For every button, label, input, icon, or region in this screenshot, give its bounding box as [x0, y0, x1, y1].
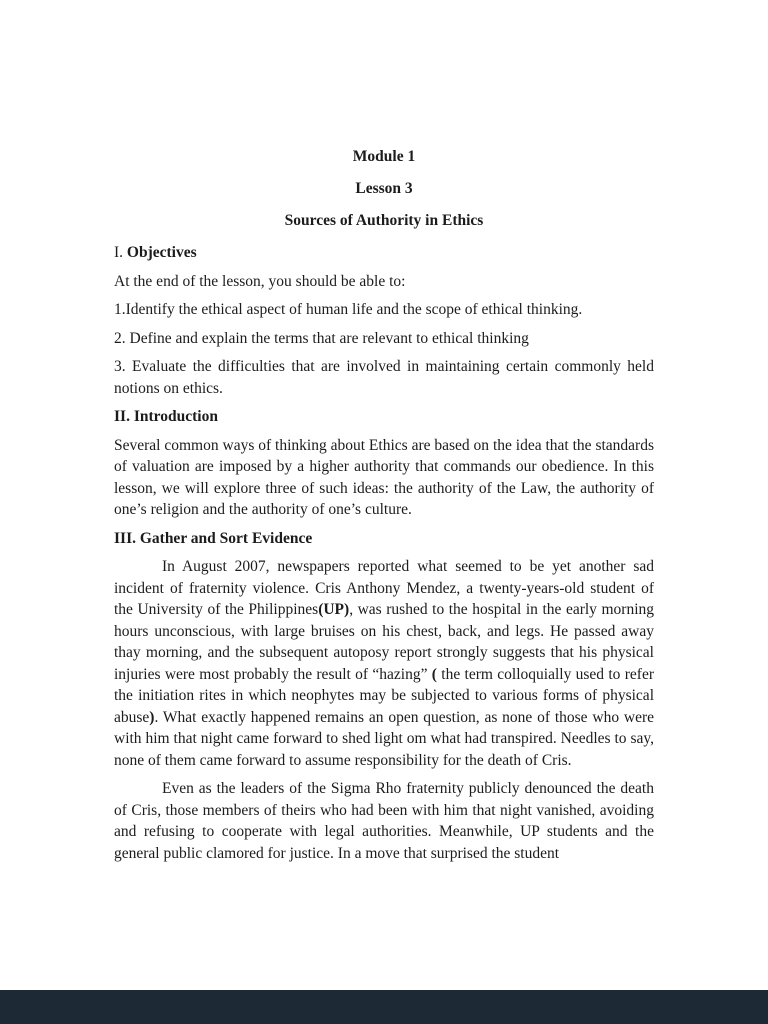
- document-title: Sources of Authority in Ethics: [284, 212, 484, 229]
- viewer-footer-toolbar[interactable]: [0, 990, 768, 1024]
- objective-item-1: 1.Identify the ethical aspect of human life and the scope of ethical thinking.: [114, 301, 583, 318]
- section-heading-evidence: III. Gather and Sort Evidence: [114, 529, 313, 547]
- paragraph-segment: the term colloquially used to refer the initiation rites in which neophytes may be subjected to various forms of physical abuse: [114, 665, 654, 726]
- paragraph-segment: In August 2007, newspapers reported what seemed to be yet another sad incident of fraternity violence. Cris Anthony Mendez, a twenty-years-old student of the University of the Philippines: [114, 558, 654, 618]
- paragraph-segment: . What exactly happened remains an open question, as none of those who were with him that night came forward to shed light om what had transpired. Needles to say, none of them came forward to assume responsibility for the death of Cris.: [114, 708, 654, 769]
- evidence-paragraph-2: Even as the leaders of the Sigma Rho fraternity publicly denounced the death of Cris, those members of theirs who had been with him that night vanished, avoiding and refusing to cooperate with legal authorities. Meanwhile, UP students and the general public clamored for justice. In a move that surprised the student: [114, 780, 654, 862]
- title-block: [114, 146, 654, 232]
- section-heading-introduction: II. Introduction: [114, 408, 218, 425]
- lesson-title: Lesson 3: [355, 180, 413, 197]
- evidence-paragraph-1: [114, 556, 654, 771]
- section-heading-objectives: [114, 242, 654, 264]
- paragraph-segment: , was rushed to the hospital in the early morning hours unconscious, with large bruises on his chest, back, and legs. He passed away thay morning, and the subsequent autoposy report strongly suggests that his physical injuries were most probably the result of “hazing”: [114, 601, 655, 683]
- paragraph-segment-bold: (: [431, 665, 437, 683]
- objective-item-3: 3. Evaluate the difficulties that are involved in maintaining certain commonly held notions on ethics.: [114, 358, 654, 397]
- paragraph-segment-bold: ): [149, 708, 155, 726]
- paragraph-segment-bold: (UP): [318, 601, 350, 618]
- module-title: Module 1: [352, 148, 416, 165]
- section-numeral: I.: [114, 244, 127, 261]
- objective-item-2: 2. Define and explain the terms that are relevant to ethical thinking: [114, 329, 529, 347]
- objectives-intro: At the end of the lesson, you should be able to:: [114, 272, 406, 290]
- section-heading-label: Objectives: [126, 244, 197, 261]
- introduction-paragraph: Several common ways of thinking about Ethics are based on the idea that the standards of valuation are imposed by a higher authority that commands our obedience. In this lesson, we will explore three of such ideas: the authority of the Law, the authority of one’s religion and the authority of one’s culture.: [114, 436, 654, 518]
